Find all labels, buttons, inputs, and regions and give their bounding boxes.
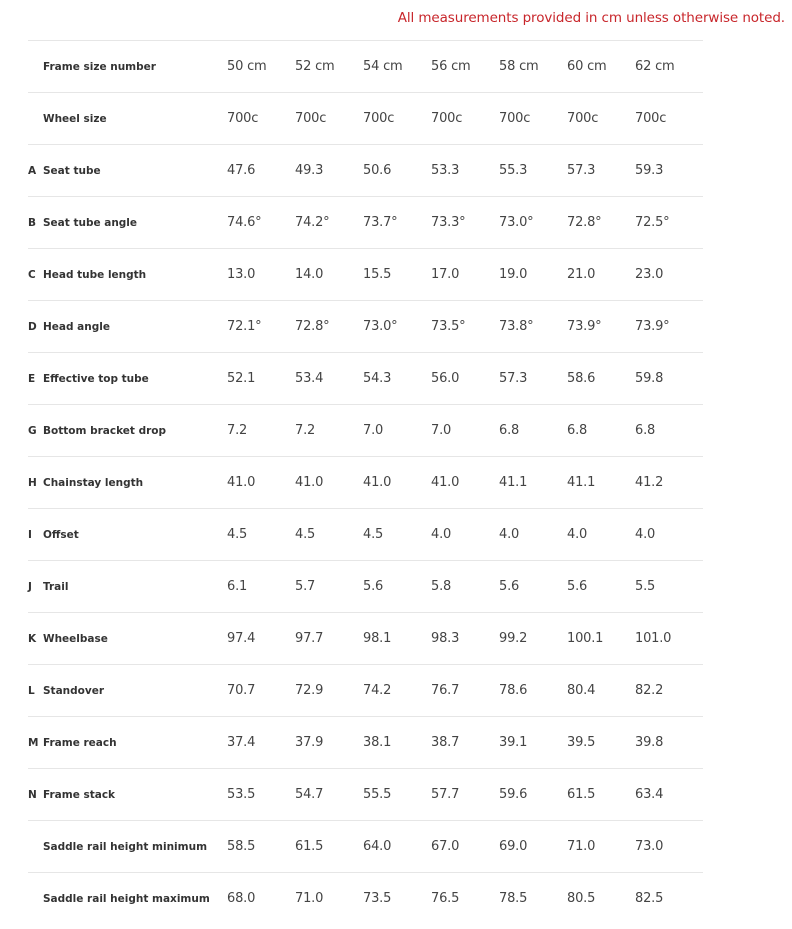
table-cell: 80.5 — [567, 891, 596, 907]
table-cell: 59.3 — [635, 163, 664, 178]
table-cell: 4.0 — [567, 527, 588, 542]
row-label: Frame size number — [43, 60, 156, 73]
table-cell: 6.8 — [499, 423, 520, 438]
row-label: Wheelbase — [43, 632, 108, 645]
table-cell: 73.0° — [499, 215, 534, 230]
row-letter: K — [28, 632, 37, 645]
table-cell: 39.1 — [499, 735, 528, 750]
table-row — [28, 821, 703, 873]
table-cell: 7.2 — [227, 423, 248, 438]
table-cell: 74.2° — [295, 215, 330, 230]
row-label: Chainstay length — [43, 476, 144, 489]
table-cell: 72.5° — [635, 215, 670, 230]
table-cell: 59.6 — [499, 787, 528, 802]
table-cell: 53.5 — [227, 787, 256, 802]
table-row — [28, 717, 703, 769]
table-cell: 17.0 — [431, 267, 460, 282]
table-row — [28, 561, 703, 613]
table-cell: 700c — [567, 111, 599, 126]
row-letter: H — [28, 476, 37, 489]
table-cell: 4.0 — [431, 527, 452, 542]
table-cell: 37.9 — [295, 735, 324, 750]
table-row — [28, 145, 703, 197]
table-cell: 58 cm — [499, 59, 539, 74]
table-cell: 41.1 — [499, 475, 528, 490]
table-cell: 4.5 — [295, 527, 316, 542]
row-letter: G — [28, 424, 37, 437]
table-cell: 5.6 — [363, 579, 384, 594]
table-cell: 41.0 — [363, 475, 392, 490]
table-row — [28, 665, 703, 717]
table-cell: 58.6 — [567, 371, 596, 386]
table-cell: 101.0 — [635, 631, 672, 646]
table-cell: 69.0 — [499, 839, 528, 854]
table-cell: 64.0 — [363, 839, 392, 854]
table-cell: 37.4 — [227, 735, 256, 750]
table-cell: 100.1 — [567, 631, 604, 646]
table-cell: 78.5 — [499, 891, 528, 907]
table-cell: 99.2 — [499, 631, 528, 646]
row-label: Bottom bracket drop — [43, 424, 166, 437]
table-cell: 73.7° — [363, 215, 398, 230]
table-cell: 21.0 — [567, 267, 596, 282]
table-cell: 73.0 — [635, 839, 664, 854]
table-cell: 55.3 — [499, 163, 528, 178]
table-cell: 52 cm — [295, 59, 335, 74]
table-cell: 60 cm — [567, 59, 607, 74]
table-row — [28, 301, 703, 353]
table-cell: 7.0 — [431, 423, 452, 438]
table-cell: 58.5 — [227, 839, 256, 854]
table-cell: 49.3 — [295, 163, 324, 178]
table-row — [28, 769, 703, 821]
table-cell: 41.2 — [635, 475, 664, 490]
table-row — [28, 353, 703, 405]
table-cell: 13.0 — [227, 267, 256, 282]
row-letter: C — [28, 268, 36, 281]
row-letter: E — [28, 372, 36, 385]
geometry-table-body — [28, 41, 703, 925]
table-cell: 57.3 — [499, 371, 528, 386]
row-letter: L — [28, 684, 35, 697]
row-letter — [28, 873, 43, 925]
table-cell: 71.0 — [295, 891, 324, 907]
table-row — [28, 405, 703, 457]
table-cell: 39.8 — [635, 735, 664, 750]
table-cell: 67.0 — [431, 839, 460, 854]
table-cell: 50 cm — [227, 59, 267, 74]
table-cell: 72.8° — [295, 319, 330, 334]
table-cell: 73.5 — [363, 891, 392, 907]
table-cell: 50.6 — [363, 163, 392, 178]
table-cell: 80.4 — [567, 683, 596, 698]
row-letter: B — [28, 216, 37, 229]
table-cell: 59.8 — [635, 371, 664, 386]
table-cell: 19.0 — [499, 267, 528, 282]
row-letter: I — [28, 528, 32, 541]
table-cell: 41.0 — [431, 475, 460, 490]
row-letter: D — [28, 320, 37, 333]
row-letter: A — [28, 164, 37, 177]
table-cell: 41.0 — [227, 475, 256, 490]
table-cell: 4.0 — [635, 527, 656, 542]
table-cell: 47.6 — [227, 163, 256, 178]
table-cell: 4.0 — [499, 527, 520, 542]
table-cell: 97.7 — [295, 631, 324, 646]
row-label: Wheel size — [43, 112, 107, 125]
table-row — [28, 93, 703, 145]
table-cell: 14.0 — [295, 267, 324, 282]
table-cell: 72.8° — [567, 215, 602, 230]
table-cell: 54.7 — [295, 787, 324, 802]
measurement-note: All measurements provided in cm unless otherwise noted. — [397, 10, 785, 26]
table-cell: 76.7 — [431, 683, 460, 698]
table-cell: 78.6 — [499, 683, 528, 698]
table-cell: 39.5 — [567, 735, 596, 750]
table-cell: 57.7 — [431, 787, 460, 802]
row-label: Saddle rail height minimum — [43, 840, 208, 853]
table-cell: 38.7 — [431, 735, 460, 750]
table-cell: 700c — [431, 111, 463, 126]
table-row — [28, 509, 703, 561]
row-letter: J — [28, 580, 32, 593]
table-cell: 73.9° — [635, 319, 670, 334]
table-cell: 56 cm — [431, 59, 471, 74]
table-cell: 98.3 — [431, 631, 460, 646]
table-cell: 700c — [295, 111, 327, 126]
table-cell: 74.2 — [363, 683, 392, 698]
row-label: Seat tube — [43, 164, 101, 177]
table-cell: 5.6 — [567, 579, 588, 594]
table-cell: 38.1 — [363, 735, 392, 750]
table-cell: 70.7 — [227, 683, 256, 698]
table-cell: 73.3° — [431, 215, 466, 230]
row-letter: N — [28, 788, 37, 801]
table-cell: 700c — [499, 111, 531, 126]
table-cell: 68.0 — [227, 891, 256, 907]
table-cell: 15.5 — [363, 267, 392, 282]
row-letter: M — [28, 736, 39, 749]
table-cell: 62 cm — [635, 59, 675, 74]
table-cell: 23.0 — [635, 267, 664, 282]
table-cell: 5.5 — [635, 579, 656, 594]
row-label: Offset — [43, 528, 79, 541]
table-cell: 5.8 — [431, 579, 452, 594]
row-label: Standover — [43, 684, 105, 697]
row-label: Saddle rail height maximum — [43, 892, 210, 905]
table-cell: 73.8° — [499, 319, 534, 334]
table-cell: 63.4 — [635, 787, 664, 802]
table-cell: 54 cm — [363, 59, 403, 74]
table-cell: 72.9 — [295, 683, 324, 698]
table-cell: 700c — [635, 111, 667, 126]
row-label: Trail — [43, 580, 69, 593]
table-cell: 97.4 — [227, 631, 256, 646]
table-cell: 71.0 — [567, 839, 596, 854]
table-row — [28, 41, 703, 93]
table-cell: 7.0 — [363, 423, 384, 438]
row-label: Frame stack — [43, 788, 116, 801]
table-cell: 61.5 — [567, 787, 596, 802]
table-cell: 55.5 — [363, 787, 392, 802]
table-cell: 6.8 — [635, 423, 656, 438]
table-cell: 5.7 — [295, 579, 316, 594]
table-cell: 700c — [363, 111, 395, 126]
table-cell: 73.9° — [567, 319, 602, 334]
table-cell: 6.8 — [567, 423, 588, 438]
table-cell: 700c — [227, 111, 259, 126]
table-cell: 73.0° — [363, 319, 398, 334]
table-cell: 54.3 — [363, 371, 392, 386]
row-letter — [28, 821, 43, 873]
table-cell: 4.5 — [363, 527, 384, 542]
table-cell: 57.3 — [567, 163, 596, 178]
table-cell: 74.6° — [227, 215, 262, 230]
table-cell: 5.6 — [499, 579, 520, 594]
table-cell: 73.5° — [431, 319, 466, 334]
table-cell: 56.0 — [431, 371, 460, 386]
table-cell: 61.5 — [295, 839, 324, 854]
row-letter — [28, 93, 43, 145]
table-cell: 53.3 — [431, 163, 460, 178]
row-label: Effective top tube — [43, 372, 149, 385]
table-row — [28, 249, 703, 301]
table-cell: 4.5 — [227, 527, 248, 542]
table-cell: 41.0 — [295, 475, 324, 490]
table-cell: 82.2 — [635, 683, 664, 698]
table-cell: 41.1 — [567, 475, 596, 490]
row-label: Frame reach — [43, 736, 117, 749]
table-cell: 52.1 — [227, 371, 256, 386]
row-label: Head angle — [43, 320, 110, 333]
table-cell: 98.1 — [363, 631, 392, 646]
table-row — [28, 873, 703, 925]
table-cell: 82.5 — [635, 891, 664, 907]
table-cell: 7.2 — [295, 423, 316, 438]
table-row — [28, 197, 703, 249]
row-label: Head tube length — [43, 268, 147, 281]
table-cell: 6.1 — [227, 579, 248, 594]
geometry-table — [28, 40, 703, 925]
row-letter — [28, 41, 43, 93]
table-row — [28, 457, 703, 509]
row-label: Seat tube angle — [43, 216, 138, 229]
table-cell: 76.5 — [431, 891, 460, 907]
table-cell: 72.1° — [227, 319, 262, 334]
table-cell: 53.4 — [295, 371, 324, 386]
table-row — [28, 613, 703, 665]
